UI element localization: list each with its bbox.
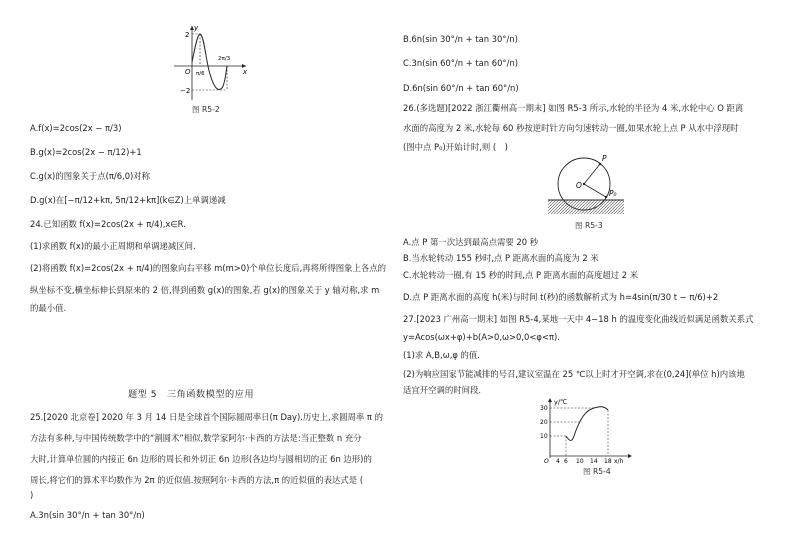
y-tick-2: 2 <box>185 31 190 39</box>
temperature-curve <box>566 407 608 441</box>
section-heading: 题型 5 三角函数模型的应用 <box>128 389 255 400</box>
x-tick-10: 10 <box>576 458 584 465</box>
q24-part2-line3: 的最小值. <box>30 303 67 313</box>
q27-part2-line2: 适宜开空调的时间段. <box>403 385 482 395</box>
q26-option-a: A.点 P 第一次达到最高点需要 20 秒 <box>403 237 539 247</box>
q23-option-a: A.f(x)=2cos(2x − π/3) <box>30 123 122 133</box>
y-label: y <box>194 24 199 32</box>
x-tick-14: 14 <box>590 458 598 465</box>
q25-line4: 周长,将它们的算术平均数作为 2π 的近似值.按照阿尔·卡西的方法,π 的近似值的表达式是 ( <box>30 475 364 485</box>
center-label: O <box>576 181 582 190</box>
y-tick-20: 20 <box>540 419 548 426</box>
origin-label: O <box>185 68 191 76</box>
q27-part1: (1)求 A,B,ω,φ 的值. <box>403 350 480 360</box>
point-p-label: P <box>602 154 607 163</box>
q24-part2-line2: 纵坐标不变,横坐标伸长到原来的 2 倍,得到函数 g(x)的图象,若 g(x)的图象关于 y 轴对称,求 m <box>30 285 380 295</box>
y-tick-10: 10 <box>540 433 548 440</box>
origin-label: O <box>544 458 549 465</box>
q23-option-b: B.g(x)=2cos(2x − π/12)+1 <box>30 147 142 157</box>
q24-stem: 24.已知函数 f(x)=2cos(2x + π/4),x∈R. <box>30 219 186 229</box>
q26-option-c: C.水轮转动一圈,有 15 秒的时间,点 P 距离水面的高度超过 2 米 <box>403 270 639 280</box>
x-tick-pi6: π/6 <box>196 71 205 77</box>
q27-line2: y=Acos(ωx+φ)+b(A>0,ω>0,0<φ<π). <box>403 332 560 342</box>
figure-caption-r5-4: 图 R5-4 <box>583 467 611 476</box>
x-axis-label: x/h <box>614 458 624 465</box>
y-axis-label: y/℃ <box>554 398 568 406</box>
q27-line1: 27.[2023 广州高一期末] 如图 R5-4,某地一天中 4−18 h 的温度变化曲线近似满足函数关系式 <box>403 314 754 324</box>
q25-line2: 方法有多种,与中国传统数学中的“割圆术”相似,数学家阿尔·卡西的方法是:当正整数 n 充分 <box>30 433 362 443</box>
q25-line1: 25.[2020 北京卷] 2020 年 3 月 14 日是全球首个国际圆周率日(π Day).历史上,求圆周率 π 的 <box>30 412 383 422</box>
q25-option-b: B.6n(sin 30°/n + tan 30°/n) <box>403 34 518 44</box>
figure-r5-2 <box>170 22 250 104</box>
figure-caption-r5-3: 图 R5-3 <box>575 221 603 230</box>
q26-option-d: D.点 P 距离水面的高度 h(米)与时间 t(秒)的函数解析式为 h=4sin(π/30 t − π/6)+2 <box>403 292 719 302</box>
x-tick-18: 18 <box>604 458 612 465</box>
q26-line1: 26.(多选题)[2022 浙江衢州高一期末] 如图 R5-3 所示,水轮的半径为 4 米,水轮中心 O 距离 <box>403 103 744 113</box>
q23-option-c: C.g(x)的图象关于点(π/6,0)对称 <box>30 171 151 181</box>
y-tick-neg2: −2 <box>180 87 191 95</box>
q24-part1: (1)求函数 f(x)的最小正周期和单调递减区间. <box>30 241 196 251</box>
q26-line3: (图中点 P₀)开始计时,则 ( ) <box>403 142 508 152</box>
q25-option-d: D.6n(sin 60°/n + tan 60°/n) <box>403 83 519 93</box>
q26-line2: 水面的高度为 2 米,水轮每 60 秒按逆时针方向匀速转动一圈,如果水轮上点 P 从水中浮现时 <box>403 123 739 133</box>
q25-line3: 大时,计算单位圆的内接正 6n 边形的周长和外切正 6n 边形(各边均与圆相切的正 6n 边形)的 <box>30 454 372 464</box>
q26-option-b: B.当水轮转动 155 秒时,点 P 距离水面的高度为 2 米 <box>403 253 599 263</box>
figure-r5-4 <box>538 396 638 466</box>
radius-op0 <box>584 184 606 197</box>
point-p0-label: P₀ <box>609 189 617 198</box>
q24-part2-line1: (2)将函数 f(x)=2cos(2x + π/4)的图象向右平移 m(m>0)个单位长度后,再将所得图象上各点的 <box>30 263 387 273</box>
x-label: x <box>243 68 248 76</box>
q25-option-c: C.3n(sin 60°/n + tan 60°/n) <box>403 58 519 68</box>
x-tick-6: 6 <box>564 458 568 465</box>
water-surface <box>548 200 624 214</box>
figure-caption-r5-2: 图 R5-2 <box>192 105 220 114</box>
q23-option-d: D.g(x)在[−π/12+kπ, 5π/12+kπ](k∈Z)上单调递减 <box>30 195 226 205</box>
q25-option-a: A.3n(sin 30°/n + tan 30°/n) <box>30 510 145 520</box>
q27-part2-line1: (2)为响应国家节能减排的号召,建议室温在 25 ℃以上时才开空调,求在(0,24](单位 h)内该地 <box>403 369 745 379</box>
x-tick-4: 4 <box>556 458 560 465</box>
q25-line5: ) <box>30 490 34 500</box>
figure-r5-3 <box>540 150 630 218</box>
x-tick-2pi3: 2π/3 <box>218 56 231 62</box>
radius-op <box>584 164 600 184</box>
y-tick-30: 30 <box>540 405 548 412</box>
